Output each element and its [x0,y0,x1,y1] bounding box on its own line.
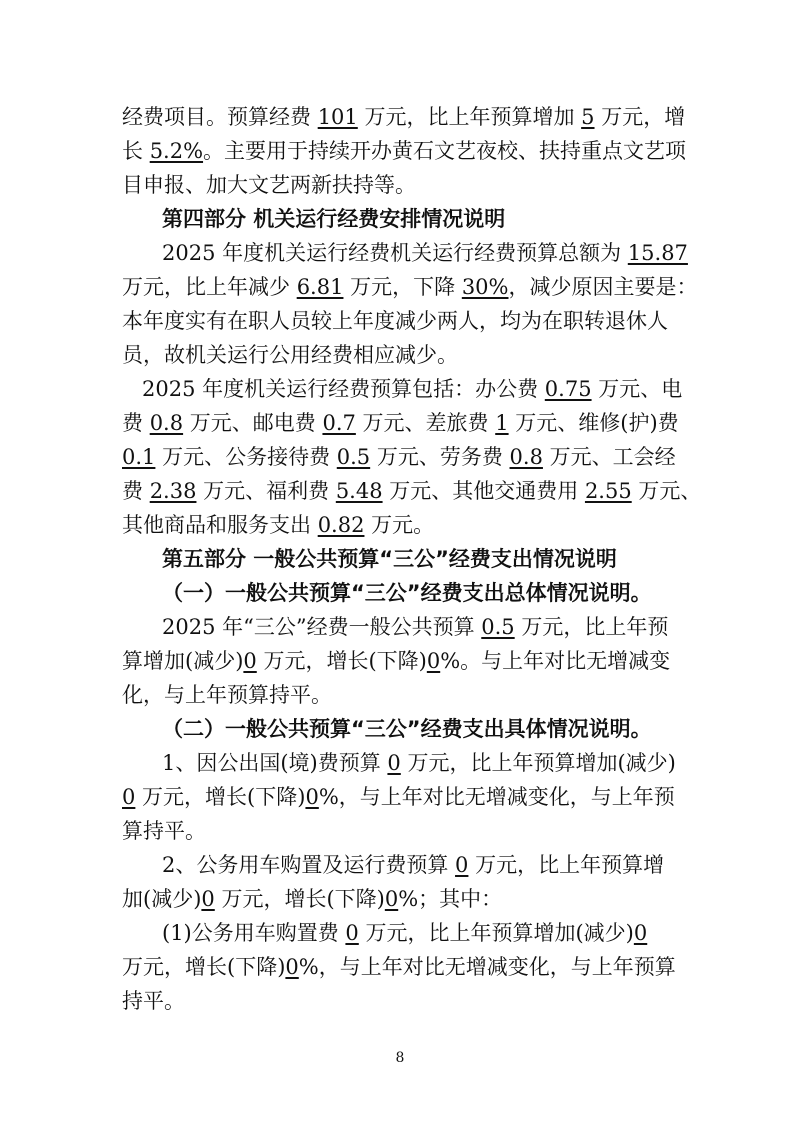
text-span: %。与上年对比无增减变 [440,649,671,673]
text-span: 万元，比上年预算增加(减少) [358,921,634,945]
percent-value: 0 [384,887,399,911]
text-span: 万元，比上年预 [514,615,669,639]
page-number: 8 [395,1050,405,1066]
text-span: (1)公务用车购置费 [162,921,346,945]
text-line [122,950,682,984]
text-span: 万元，增长(下降) [122,955,286,979]
subsection-heading-1: （一）一般公共预算“三公”经费支出总体情况说明。 [162,581,652,605]
text-span: 万元，比上年预算增加 [357,105,582,129]
text-span: 2025 年度机关运行经费预算包括：办公费 [142,377,545,401]
amount-value: 0 [201,887,215,911]
amount-value: 0 [243,649,257,673]
amount-value: 5.48 [335,479,383,503]
text-span: 其他商品和服务支出 [122,513,318,537]
text-span: 万元、电 [591,377,683,401]
text-span: 万元、维修(护)费 [508,411,679,435]
text-span: 万元，增长(下降) [256,649,427,673]
text-span: 费 [122,479,150,503]
text-line [122,440,682,474]
amount-value: 0.5 [336,445,371,469]
amount-value: 5 [581,105,595,129]
text-span: 万元、工会经 [542,445,676,469]
text-span: 经费项目。预算经费 [122,105,318,129]
amount-value: 2.55 [584,479,632,503]
text-span: 费 [122,411,150,435]
text-line [122,882,682,916]
text-line [122,270,698,304]
text-span: 算增加(减少) [122,649,244,673]
text-span: 万元、 [631,479,702,503]
text-line: 本年度实有在职人员较上年度减少两人，均为在职转退休人 [122,309,668,333]
amount-value: 6.81 [296,275,344,299]
text-span: 。主要用于持续开办黄石文艺夜校、扶持重点文艺项 [203,139,687,163]
text-span: 万元、劳务费 [370,445,510,469]
text-span: 2、公务用车购置及运行费预算 [162,853,456,877]
text-span: 万元，比上年预算增加(减少) [400,751,676,775]
amount-value: 101 [317,105,358,129]
text-line [122,780,682,814]
amount-value: 0.75 [544,377,592,401]
amount-value: 0 [633,921,648,945]
text-span: 2025 年“三公”经费一般公共预算 [162,615,482,639]
text-span: 1、因公出国(境)费预算 [162,751,388,775]
text-line [162,610,722,644]
subsection-heading-2: （二）一般公共预算“三公”经费支出具体情况说明。 [162,717,652,741]
text-span: 万元，增长(下降) [214,887,385,911]
amount-value: 0.1 [122,445,156,469]
text-line [162,236,722,270]
text-span: 万元、差旅费 [355,411,496,435]
text-line: 化，与上年预算持平。 [122,683,332,707]
percent-value: 0 [426,649,441,673]
amount-value: 0 [455,853,469,877]
text-span: 万元、其他交通费用 [382,479,585,503]
text-span: 万元，下降 [343,275,462,299]
text-line: 算持平。 [122,819,206,843]
text-span: 万元，比上年减少 [122,275,297,299]
amount-value: 0.7 [322,411,356,435]
text-line [122,100,686,134]
text-line: 目申报、加大文艺两新扶持等。 [122,173,416,197]
text-span: 万元、公务接待费 [155,445,337,469]
text-line: 员，故机关运行公用经费相应减少。 [122,343,458,367]
text-span: 万元。 [364,513,435,537]
percent-value: 5.2% [149,139,204,163]
text-line [122,644,682,678]
percent-value: 0 [305,785,319,809]
text-line [142,372,702,406]
text-span: 长 [122,139,150,163]
text-line: 持平。 [122,989,185,1013]
text-span: 加(减少) [122,887,202,911]
section-heading-part4: 第四部分 机关运行经费安排情况说明 [162,207,506,231]
amount-value: 0.82 [317,513,365,537]
amount-value: 0 [122,785,136,809]
amount-value: 0.5 [481,615,515,639]
text-line [122,406,682,440]
text-line [162,916,722,950]
amount-value: 0.8 [149,411,184,435]
amount-value: 15.87 [627,241,688,265]
text-span: 万元、福利费 [196,479,336,503]
text-span: ，减少原因主要是： [508,275,698,299]
text-line [162,848,722,882]
percent-value: 0 [285,955,299,979]
amount-value: 0 [345,921,359,945]
text-span: 万元，比上年预算增 [468,853,665,877]
text-line [122,134,687,168]
amount-value: 1 [495,411,509,435]
section-heading-part5: 第五部分 一般公共预算“三公”经费支出情况说明 [162,547,617,571]
text-span: 万元，增长(下降) [135,785,306,809]
text-span: 万元，增 [594,105,686,129]
text-line [122,474,702,508]
text-span: 万元、邮电费 [183,411,323,435]
text-line [122,508,682,542]
text-line [162,746,722,780]
amount-value: 2.38 [149,479,197,503]
text-span: %，与上年对比无增减变化，与上年预算 [298,955,676,979]
text-span: %，与上年对比无增减变化，与上年预 [318,785,675,809]
amount-value: 0.8 [509,445,543,469]
text-span: 2025 年度机关运行经费机关运行经费预算总额为 [162,241,628,265]
amount-value: 0 [387,751,401,775]
text-span: %；其中： [398,887,503,911]
percent-value: 30% [461,275,509,299]
